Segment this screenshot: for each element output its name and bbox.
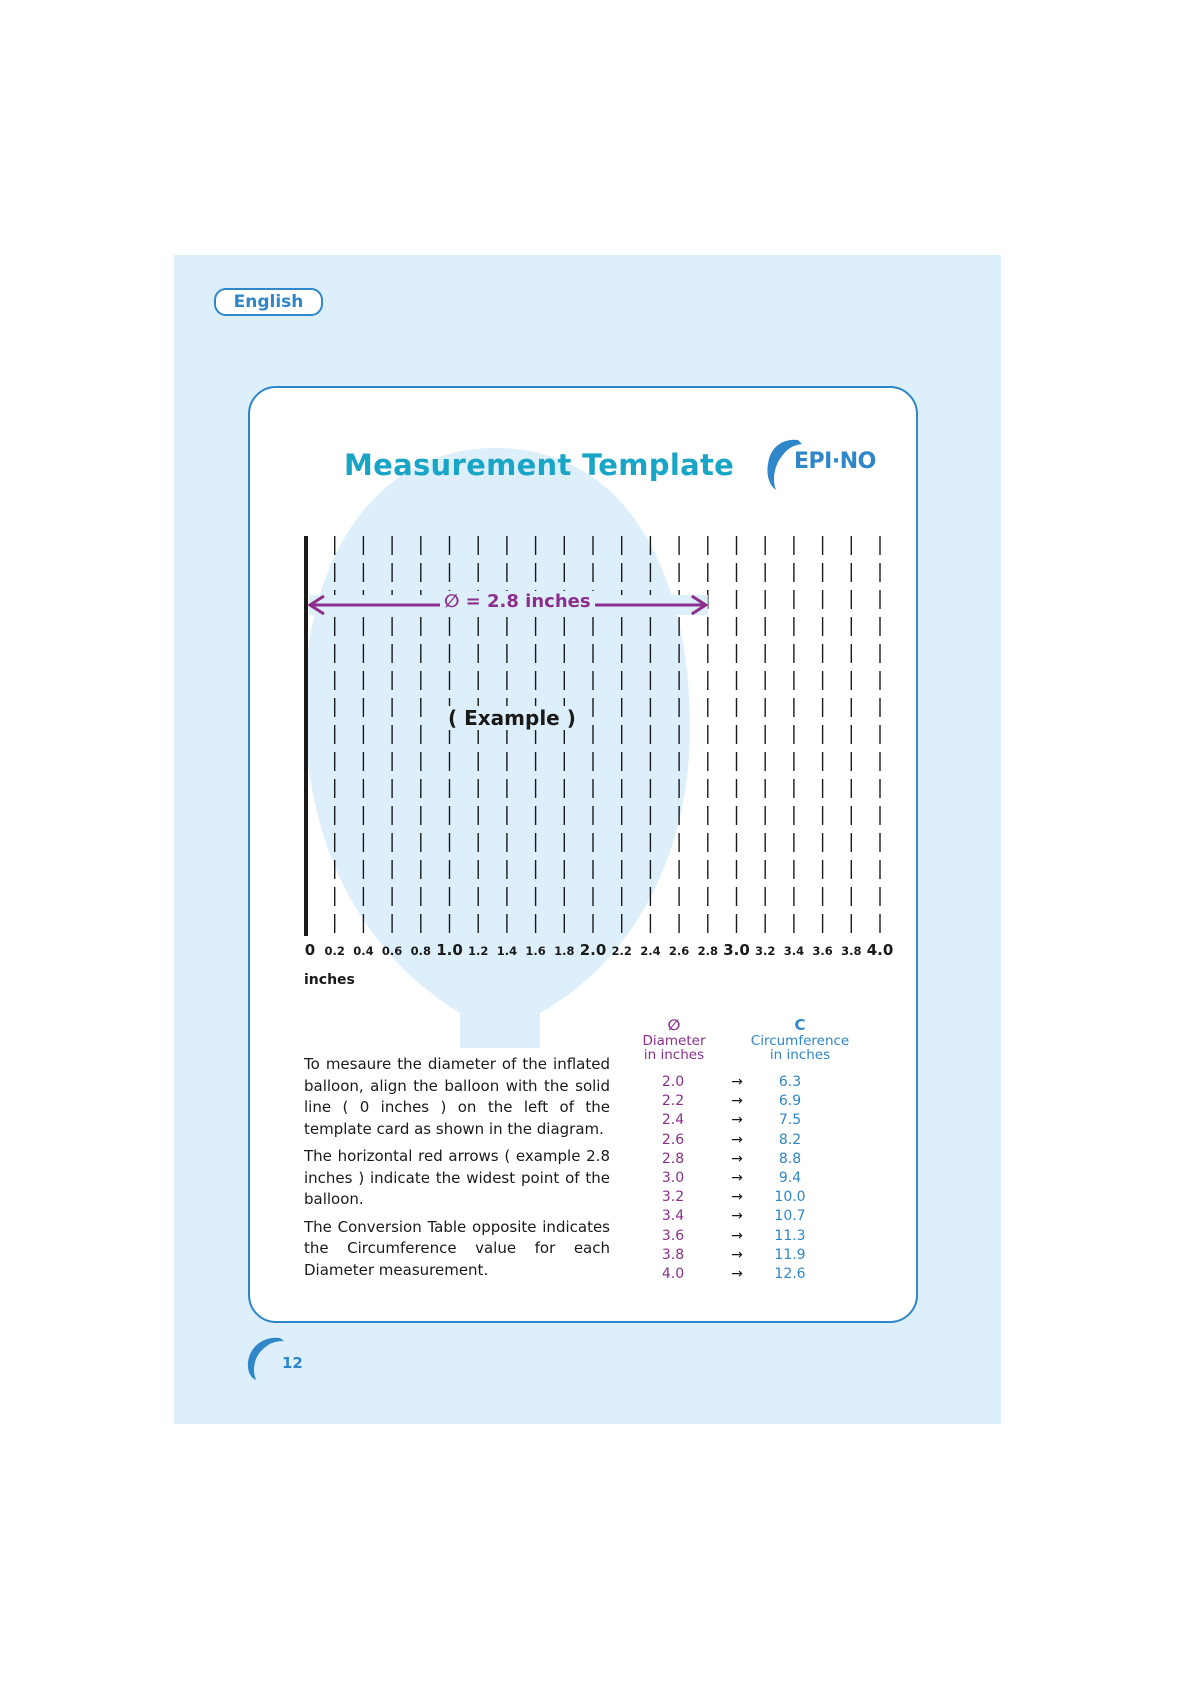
diameter-label: Diameter <box>642 1033 706 1049</box>
ruler-tick-label: 2.4 <box>640 944 661 958</box>
circumference-value: 10.0 <box>774 1189 806 1206</box>
unit-label: inches <box>304 972 355 988</box>
diameter-header <box>630 1018 718 1062</box>
conversion-row <box>630 1247 870 1266</box>
measurement-card <box>248 386 918 1323</box>
arrow-right-icon: → <box>731 1246 743 1263</box>
instruction-paragraph: The horizontal red arrows ( example 2.8 inches ) indicate the widest point of the balloon. <box>304 1147 610 1208</box>
ruler-tick-label: 3.4 <box>783 944 805 958</box>
arrow-right-icon: → <box>731 1170 743 1186</box>
circumference-label: Circumference <box>750 1033 850 1049</box>
brand-name: EPI·NO <box>794 449 876 474</box>
ruler-tick-label: 3.2 <box>755 944 776 958</box>
ruler-tick-label: 1.0 <box>436 941 463 959</box>
diameter-value: 3.8 <box>661 1246 685 1263</box>
instruction-paragraph: The Conversion Table opposite indicates the Circumference value for each Diameter measurement. <box>304 1217 610 1279</box>
example-diameter-label: ∅ = 2.8 inches <box>440 591 595 612</box>
footer-swoosh-icon <box>244 1334 284 1380</box>
conversion-row <box>630 1170 870 1189</box>
arrow-right-icon: → <box>731 1131 743 1148</box>
example-label: ( Example ) <box>444 706 580 730</box>
conversion-row <box>630 1132 870 1151</box>
diameter-value: 3.0 <box>661 1170 685 1186</box>
conversion-row <box>630 1208 870 1227</box>
instruction-paragraph: To mesaure the diameter of the inflated balloon, align the balloon with the solid line ( 0 inches ) on the left of the template card as shown in the diagram. <box>304 1055 610 1138</box>
ruler-tick-label: 2.8 <box>697 944 718 958</box>
diameter-value: 3.6 <box>661 1227 685 1244</box>
diameter-unit: in inches <box>643 1047 705 1063</box>
arrow-right-icon: → <box>731 1150 743 1167</box>
arrow-right-icon: → <box>731 1112 743 1129</box>
diameter-value: 2.8 <box>661 1150 685 1167</box>
arrow-right-icon: → <box>731 1093 743 1110</box>
circumference-unit: in inches <box>769 1047 831 1063</box>
diameter-symbol: ∅ <box>667 1016 681 1034</box>
circumference-header <box>730 1018 870 1062</box>
conversion-row <box>630 1074 870 1093</box>
arrow-right-icon: → <box>731 1074 743 1090</box>
page-title: Measurement Template <box>344 448 735 482</box>
arrow-right-icon: → <box>731 1227 743 1244</box>
conversion-row <box>630 1151 870 1170</box>
ruler-tick-label: 0 <box>304 941 316 959</box>
ruler-tick-label: 1.8 <box>554 944 575 958</box>
ruler-tick-label: 0.2 <box>324 944 345 958</box>
diameter-value: 2.6 <box>661 1131 685 1148</box>
circumference-value: 6.3 <box>778 1074 802 1090</box>
ruler-tick-label: 1.4 <box>496 944 518 958</box>
diameter-value: 3.4 <box>661 1208 685 1225</box>
ruler-tick-label: 0.6 <box>381 944 403 958</box>
circumference-value: 6.9 <box>778 1093 802 1110</box>
diameter-value: 4.0 <box>661 1266 685 1282</box>
circumference-value: 10.7 <box>774 1208 806 1225</box>
instructions <box>304 1054 610 1287</box>
diameter-value: 2.4 <box>661 1112 685 1129</box>
ruler-tick-label: 3.0 <box>723 941 750 959</box>
page-number: 12 <box>282 1354 303 1372</box>
diameter-value: 3.2 <box>661 1189 685 1206</box>
ruler-tick-label: 2.2 <box>611 944 632 958</box>
circumference-value: 8.2 <box>778 1131 802 1148</box>
circumference-value: 11.3 <box>774 1227 806 1244</box>
circumference-value: 8.8 <box>778 1150 802 1167</box>
diameter-value: 2.0 <box>661 1074 685 1090</box>
ruler-tick-label: 0.8 <box>410 944 431 958</box>
conversion-row <box>630 1266 870 1285</box>
ruler-tick-label: 1.6 <box>525 944 546 958</box>
ruler-tick-label: 2.6 <box>668 944 690 958</box>
arrow-right-icon: → <box>731 1189 743 1206</box>
language-badge[interactable]: English <box>214 288 323 316</box>
ruler-tick-label: 0.4 <box>353 944 374 958</box>
conversion-row <box>630 1112 870 1131</box>
conversion-row <box>630 1093 870 1112</box>
arrow-right-icon: → <box>731 1208 743 1225</box>
diameter-value: 2.2 <box>661 1093 685 1110</box>
circumference-symbol: C <box>794 1016 806 1034</box>
conversion-row <box>630 1228 870 1247</box>
ruler-tick-label: 1.2 <box>468 944 489 958</box>
conversion-row <box>630 1189 870 1208</box>
arrow-right-icon: → <box>731 1266 743 1282</box>
circumference-value: 9.4 <box>778 1170 802 1186</box>
ruler-tick-label: 3.8 <box>841 944 862 958</box>
ruler-tick-label: 2.0 <box>579 941 607 959</box>
circumference-value: 12.6 <box>774 1266 806 1282</box>
circumference-value: 7.5 <box>778 1112 802 1129</box>
ruler-tick-label: 3.6 <box>812 944 833 958</box>
circumference-value: 11.9 <box>774 1246 806 1263</box>
ruler-tick-label: 4.0 <box>866 941 894 959</box>
